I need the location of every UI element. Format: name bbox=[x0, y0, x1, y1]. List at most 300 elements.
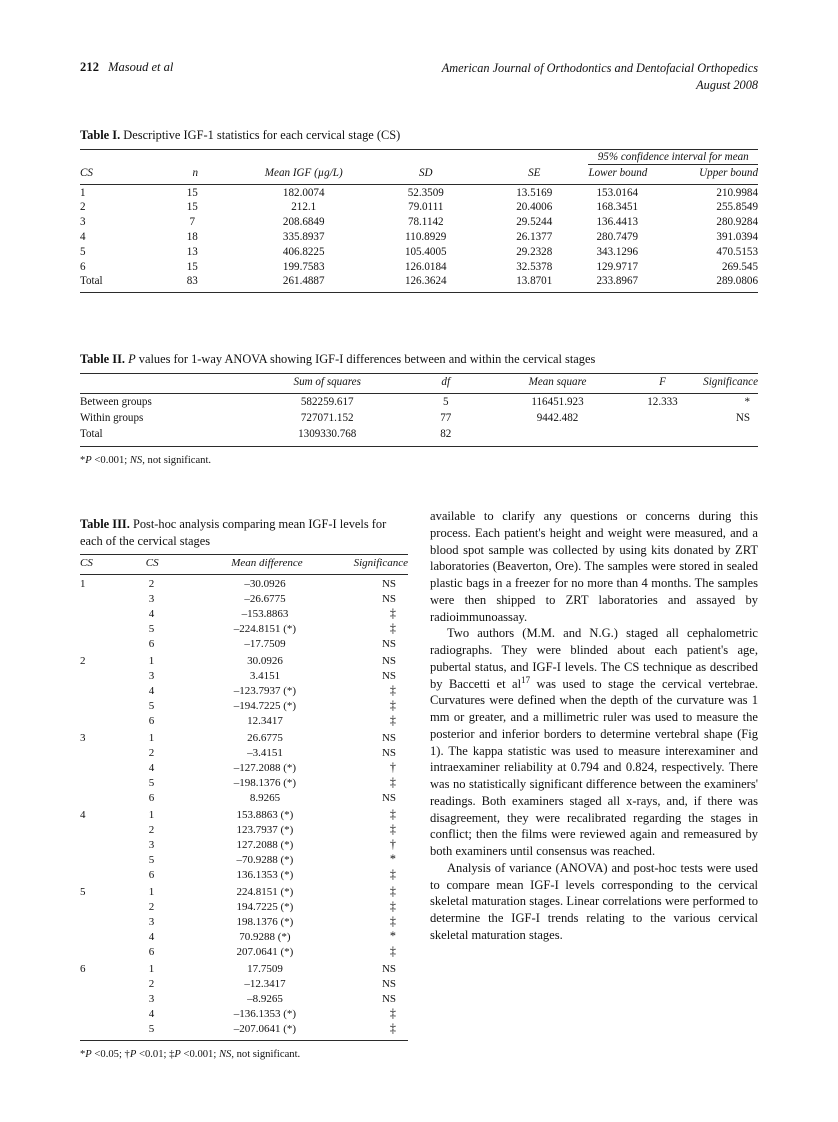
cell-cs-group bbox=[80, 1006, 136, 1021]
cell-mean: 406.8225 bbox=[282, 245, 325, 258]
cell-mean-difference: 224.8151 (*) bbox=[236, 885, 294, 898]
cell-cs-compare: 4 bbox=[148, 930, 155, 943]
significance-symbol: † bbox=[389, 760, 396, 775]
table-1-caption bbox=[80, 127, 758, 144]
significance-symbol: ‡ bbox=[389, 883, 396, 898]
cell-mean-difference: –70.9288 (*) bbox=[236, 854, 294, 867]
significance-symbol: † bbox=[389, 836, 396, 851]
significance-symbol: ‡ bbox=[389, 898, 396, 913]
cell-significance: NS bbox=[381, 654, 396, 667]
table-row bbox=[80, 853, 408, 868]
cell-f bbox=[622, 410, 703, 426]
cell-mean-difference: –30.0926 bbox=[244, 578, 286, 590]
cell-se: 13.8701 bbox=[516, 275, 553, 288]
paragraph-2-part-a: Two authors (M.M. and N.G.) staged all cephalometric radiographs. They were blinded about each patient's age, pubertal status, and IGF-I levels. The CS technique as described by Baccetti et al bbox=[430, 626, 758, 691]
table-row bbox=[80, 259, 758, 274]
table-row bbox=[80, 185, 758, 200]
cell-significance bbox=[333, 899, 408, 914]
cell-cs-compare: 1 bbox=[148, 808, 155, 821]
cell-cs-group: 1 bbox=[80, 578, 86, 590]
footnote-p-1: P bbox=[85, 454, 92, 466]
table-row bbox=[80, 622, 408, 637]
cell-cs: 1 bbox=[80, 186, 86, 199]
cell-cs-compare: 2 bbox=[148, 977, 155, 990]
cell-significance bbox=[333, 837, 408, 852]
cell-sd: 126.3624 bbox=[404, 275, 447, 288]
cell-cs-group bbox=[80, 745, 136, 760]
cell-se: 26.1377 bbox=[516, 231, 553, 244]
table-2-head bbox=[80, 373, 758, 393]
table-1-body bbox=[80, 185, 758, 289]
table-2-caption-text: values for 1-way ANOVA showing IGF-I differences between and within the cervical stages bbox=[135, 352, 596, 366]
significance-symbol: ‡ bbox=[389, 1020, 396, 1035]
footnote-text-c: <0.001; bbox=[180, 1048, 219, 1060]
table-3-head bbox=[80, 555, 408, 575]
running-head bbox=[80, 60, 758, 95]
cell-cs-group bbox=[80, 868, 136, 883]
cell-cs-group bbox=[80, 853, 136, 868]
cell-cs-compare: 1 bbox=[148, 731, 155, 744]
cell-sum-of-squares: 1309330.768 bbox=[298, 428, 357, 441]
cell-mean: 208.6849 bbox=[282, 216, 325, 229]
cell-upper-bound: 255.8549 bbox=[716, 201, 758, 214]
citation-ref-17: 17 bbox=[521, 674, 531, 685]
cell-mean: 335.8937 bbox=[282, 231, 325, 244]
cell-mean-difference: –26.6775 bbox=[244, 593, 286, 606]
table-row bbox=[80, 991, 408, 1006]
cell-cs-group bbox=[80, 637, 136, 652]
table-row bbox=[80, 745, 408, 760]
cell-se: 29.2328 bbox=[516, 245, 553, 258]
significance-symbol: ‡ bbox=[389, 606, 396, 621]
cell-n: 15 bbox=[186, 186, 198, 199]
cell-cs-compare: 2 bbox=[148, 900, 155, 913]
col-header-mean-square: Mean square bbox=[528, 375, 587, 388]
cell-cs-group bbox=[80, 776, 136, 791]
table-row bbox=[80, 929, 408, 944]
cell-cs-group bbox=[80, 622, 136, 637]
cell-significance: NS bbox=[381, 731, 396, 744]
table-row bbox=[80, 200, 758, 215]
cell-cs: Total bbox=[80, 275, 103, 288]
table-2-footnote bbox=[80, 454, 758, 468]
cell-source: Within groups bbox=[80, 412, 144, 425]
cell-mean: 199.7583 bbox=[282, 260, 325, 273]
table-row bbox=[80, 883, 408, 900]
cell-cs-group bbox=[80, 684, 136, 699]
cell-cs-group bbox=[80, 592, 136, 607]
cell-significance bbox=[333, 699, 408, 714]
cell-sd: 79.0111 bbox=[408, 201, 444, 214]
cell-se: 13.5169 bbox=[516, 186, 553, 199]
cell-source: Total bbox=[80, 428, 103, 441]
cell-cs-compare: 3 bbox=[148, 670, 155, 683]
cell-mean-difference: –207.0641 (*) bbox=[233, 1022, 297, 1035]
cell-significance bbox=[333, 760, 408, 775]
cell-significance bbox=[333, 684, 408, 699]
cell-mean-square: 9442.482 bbox=[536, 412, 579, 425]
col-header-cs: CS bbox=[80, 167, 93, 180]
cell-source: Between groups bbox=[80, 395, 152, 408]
cell-cs-compare: 3 bbox=[148, 992, 155, 1005]
footnote-text-a: <0.05; bbox=[91, 1048, 125, 1060]
cell-mean-difference: 12.3417 bbox=[247, 715, 283, 728]
footnote-text-b: <0.01; bbox=[136, 1048, 170, 1060]
cell-significance: NS bbox=[381, 638, 396, 651]
cell-cs-group: 3 bbox=[80, 731, 86, 744]
cell-cs-compare: 4 bbox=[148, 608, 155, 621]
cell-mean-difference: 198.1376 (*) bbox=[236, 915, 294, 928]
cell-significance bbox=[333, 622, 408, 637]
cell-mean-difference: 70.9288 (*) bbox=[239, 930, 291, 943]
table-3-header-row bbox=[80, 555, 408, 575]
cell-mean-difference: –123.7937 (*) bbox=[233, 685, 297, 698]
cell-cs-compare: 3 bbox=[148, 838, 155, 851]
running-head-left bbox=[80, 60, 173, 75]
cell-n: 7 bbox=[189, 216, 196, 229]
footnote-symbol-dagger: † bbox=[124, 1048, 130, 1060]
cell-significance bbox=[333, 914, 408, 929]
table-row bbox=[80, 868, 408, 883]
cell-cs-compare: 6 bbox=[148, 792, 155, 805]
table-3-bottom-rule bbox=[80, 1040, 408, 1041]
cell-sum-of-squares: 582259.617 bbox=[300, 395, 354, 408]
cell-mean-difference: –12.3417 bbox=[244, 977, 286, 990]
significance-symbol: ‡ bbox=[389, 683, 396, 698]
cell-mean: 182.0074 bbox=[282, 186, 325, 199]
table-2-caption bbox=[80, 351, 758, 368]
cell-mean: 212.1 bbox=[291, 201, 317, 214]
cell-mean-difference: 30.0926 bbox=[247, 654, 283, 667]
cell-cs: 6 bbox=[80, 260, 86, 273]
table-3-footnote bbox=[80, 1048, 408, 1062]
cell-significance: NS bbox=[381, 792, 396, 805]
cell-n: 18 bbox=[186, 231, 198, 244]
cell-cs: 5 bbox=[80, 245, 86, 258]
table-row bbox=[80, 668, 408, 683]
cell-lower-bound: 233.8967 bbox=[596, 275, 639, 288]
cell-cs-group: 5 bbox=[80, 885, 86, 898]
cell-mean-difference: –194.7225 (*) bbox=[233, 700, 297, 713]
cell-cs-group: 6 bbox=[80, 962, 86, 975]
table-row bbox=[80, 215, 758, 230]
table-row bbox=[80, 393, 758, 410]
table-row bbox=[80, 791, 408, 806]
cell-n: 15 bbox=[186, 260, 198, 273]
author-line: Masoud et al bbox=[108, 60, 174, 74]
cell-significance bbox=[333, 853, 408, 868]
cell-lower-bound: 153.0164 bbox=[596, 186, 639, 199]
cell-sd: 110.8929 bbox=[405, 231, 447, 244]
cell-cs-group bbox=[80, 714, 136, 729]
table-row bbox=[80, 806, 408, 823]
table-1 bbox=[80, 149, 758, 289]
table-3 bbox=[80, 554, 408, 1037]
table-2 bbox=[80, 373, 758, 443]
footnote-ns-3: NS bbox=[218, 1048, 232, 1060]
cell-n: 83 bbox=[186, 275, 198, 288]
cell-upper-bound: 391.0394 bbox=[716, 231, 758, 244]
table-2-container bbox=[80, 351, 758, 468]
cell-cs-group: 4 bbox=[80, 808, 86, 821]
table-1-span-header: 95% confidence interval for mean bbox=[588, 149, 758, 165]
significance-symbol: ‡ bbox=[389, 944, 396, 959]
cell-significance bbox=[333, 1021, 408, 1036]
cell-mean-difference: 26.6775 bbox=[247, 731, 283, 744]
cell-f bbox=[622, 426, 703, 442]
table-1-container bbox=[80, 127, 758, 293]
cell-significance bbox=[333, 945, 408, 960]
cell-lower-bound: 343.1296 bbox=[596, 245, 639, 258]
significance-symbol: ‡ bbox=[389, 713, 396, 728]
cell-cs-compare: 6 bbox=[148, 946, 155, 959]
cell-df: 82 bbox=[440, 428, 452, 441]
table-row bbox=[80, 652, 408, 669]
cell-lower-bound: 280.7479 bbox=[596, 231, 639, 244]
cell-mean: 261.4887 bbox=[282, 275, 325, 288]
table-3-body bbox=[80, 575, 408, 1037]
cell-mean-difference: –17.7509 bbox=[244, 638, 286, 651]
journal-title: American Journal of Orthodontics and Dentofacial Orthopedics bbox=[441, 61, 758, 75]
table-1-caption-text: Descriptive IGF-1 statistics for each cervical stage (CS) bbox=[123, 128, 401, 142]
cell-cs-compare: 6 bbox=[148, 715, 155, 728]
paragraph-methods-3: Analysis of variance (ANOVA) and post-hoc tests were used to compare mean IGF-I levels corresponding to the cervical skeletal maturation stages. Linear correlations were performed to determine the IGF-I trends relating to the various cervical skeletal maturation stages. bbox=[430, 860, 758, 942]
cell-cs-compare: 2 bbox=[148, 578, 155, 590]
cell-cs-compare: 5 bbox=[148, 623, 155, 636]
col-header-significance-3: Significance bbox=[353, 557, 408, 569]
table-row bbox=[80, 914, 408, 929]
table-2-caption-italic: P bbox=[128, 352, 136, 366]
cell-cs-group bbox=[80, 822, 136, 837]
issue-date: August 2008 bbox=[696, 78, 758, 93]
significance-symbol: ‡ bbox=[389, 698, 396, 713]
table-row bbox=[80, 410, 758, 426]
significance-symbol: ‡ bbox=[389, 806, 396, 821]
cell-mean-difference: –153.8863 bbox=[241, 608, 289, 621]
table-3-container bbox=[80, 516, 408, 1062]
table-row bbox=[80, 1006, 408, 1021]
cell-cs-group bbox=[80, 791, 136, 806]
cell-cs-group bbox=[80, 607, 136, 622]
table-1-head bbox=[80, 149, 758, 185]
significance-symbol: ‡ bbox=[389, 913, 396, 928]
cell-cs: 3 bbox=[80, 216, 86, 229]
table-row bbox=[80, 960, 408, 977]
table-row bbox=[80, 776, 408, 791]
cell-cs-compare: 3 bbox=[148, 593, 155, 606]
table-row bbox=[80, 607, 408, 622]
body-text-column bbox=[430, 508, 758, 944]
cell-cs-compare: 1 bbox=[148, 962, 155, 975]
cell-sd: 78.1142 bbox=[407, 216, 444, 229]
paragraph-methods-2 bbox=[430, 625, 758, 860]
cell-mean-difference: –136.1353 (*) bbox=[233, 1007, 297, 1020]
cell-mean-difference: 207.0641 (*) bbox=[236, 946, 294, 959]
cell-df: 77 bbox=[440, 412, 452, 425]
col-header-df: df bbox=[441, 375, 451, 388]
cell-sum-of-squares: 727071.152 bbox=[300, 412, 354, 425]
table-row bbox=[80, 1021, 408, 1036]
footnote-text-2: , not significant. bbox=[142, 454, 212, 466]
table-3-caption-text: Post-hoc analysis comparing mean IGF-I levels for each of the cervical stages bbox=[80, 517, 387, 548]
significance-symbol: * bbox=[389, 928, 396, 943]
table-row bbox=[80, 699, 408, 714]
col-header-sum-of-squares: Sum of squares bbox=[293, 375, 361, 388]
footnote-symbol-star: * bbox=[80, 454, 86, 466]
footnote-text-1: <0.001; bbox=[91, 454, 130, 466]
table-row bbox=[80, 899, 408, 914]
cell-se: 20.4006 bbox=[516, 201, 553, 214]
cell-significance: NS bbox=[381, 977, 396, 990]
cell-significance bbox=[703, 426, 758, 442]
cell-significance bbox=[333, 806, 408, 823]
table-row bbox=[80, 729, 408, 746]
page-number: 212 bbox=[80, 60, 100, 74]
cell-significance: NS bbox=[735, 412, 750, 425]
table-row bbox=[80, 575, 408, 592]
table-1-span-row bbox=[80, 149, 758, 165]
cell-cs-group bbox=[80, 945, 136, 960]
cell-cs-group bbox=[80, 976, 136, 991]
cell-cs-group bbox=[80, 837, 136, 852]
cell-lower-bound: 129.9717 bbox=[596, 260, 639, 273]
table-row bbox=[80, 822, 408, 837]
cell-significance bbox=[333, 1006, 408, 1021]
col-header-mean: Mean IGF (µg/L) bbox=[264, 167, 343, 180]
cell-significance bbox=[333, 776, 408, 791]
cell-significance bbox=[333, 714, 408, 729]
footnote-p-a: P bbox=[85, 1048, 92, 1060]
cell-cs-group bbox=[80, 899, 136, 914]
cell-se: 29.5244 bbox=[516, 216, 553, 229]
cell-cs-compare: 5 bbox=[148, 854, 155, 867]
cell-mean-square: 116451.923 bbox=[531, 395, 584, 408]
col-header-cs-a: CS bbox=[80, 557, 93, 569]
cell-significance: NS bbox=[381, 670, 396, 683]
cell-mean-difference: 136.1353 (*) bbox=[236, 869, 294, 882]
cell-sd: 52.3509 bbox=[407, 186, 444, 199]
cell-mean-difference: 8.9265 bbox=[249, 792, 281, 805]
cell-n: 13 bbox=[186, 245, 198, 258]
cell-mean-difference: –127.2088 (*) bbox=[233, 762, 297, 775]
cell-significance: NS bbox=[381, 962, 396, 975]
table-3-label: Table III. bbox=[80, 517, 130, 531]
cell-cs-group bbox=[80, 1021, 136, 1036]
cell-cs-compare: 2 bbox=[148, 823, 155, 836]
cell-se: 32.5378 bbox=[516, 260, 553, 273]
cell-cs-compare: 6 bbox=[148, 638, 155, 651]
cell-significance bbox=[333, 883, 408, 900]
table-3-caption bbox=[80, 516, 408, 549]
significance-symbol: ‡ bbox=[389, 775, 396, 790]
cell-lower-bound: 168.3451 bbox=[596, 201, 639, 214]
cell-mean-square bbox=[493, 426, 622, 442]
cell-cs-group bbox=[80, 699, 136, 714]
table-row bbox=[80, 274, 758, 289]
cell-significance: * bbox=[744, 395, 750, 408]
cell-significance: NS bbox=[381, 992, 396, 1005]
running-head-right bbox=[442, 60, 758, 95]
cell-cs: 2 bbox=[80, 201, 86, 214]
cell-significance: NS bbox=[381, 578, 396, 590]
footnote-p-b: P bbox=[129, 1048, 137, 1060]
cell-sd: 105.4005 bbox=[404, 245, 447, 258]
table-2-body bbox=[80, 393, 758, 443]
cell-upper-bound: 280.9284 bbox=[716, 216, 758, 229]
cell-significance bbox=[333, 607, 408, 622]
significance-symbol: ‡ bbox=[389, 867, 396, 882]
cell-cs: 4 bbox=[80, 231, 86, 244]
table-2-label: Table II. bbox=[80, 352, 125, 366]
table-1-header-row bbox=[80, 165, 758, 185]
cell-significance: NS bbox=[381, 593, 396, 606]
cell-cs-group bbox=[80, 991, 136, 1006]
table-1-bottom-rule bbox=[80, 292, 758, 293]
significance-symbol: * bbox=[389, 852, 396, 867]
significance-symbol: ‡ bbox=[389, 1005, 396, 1020]
footnote-ns: NS bbox=[129, 454, 143, 466]
col-header-sd: SD bbox=[418, 167, 433, 180]
cell-upper-bound: 289.0806 bbox=[716, 275, 758, 288]
significance-symbol: ‡ bbox=[389, 621, 396, 636]
col-header-lower: Lower bound bbox=[588, 167, 648, 180]
cell-cs-group bbox=[80, 914, 136, 929]
table-row bbox=[80, 684, 408, 699]
table-row bbox=[80, 760, 408, 775]
cell-mean-difference: 123.7937 (*) bbox=[236, 823, 294, 836]
cell-lower-bound: 136.4413 bbox=[596, 216, 639, 229]
table-row bbox=[80, 945, 408, 960]
col-header-mean-difference: Mean difference bbox=[231, 557, 303, 569]
table-row bbox=[80, 714, 408, 729]
footnote-symbol-ddagger: ‡ bbox=[169, 1048, 175, 1060]
col-header-se: SE bbox=[528, 167, 541, 180]
cell-cs-group bbox=[80, 929, 136, 944]
cell-cs-compare: 5 bbox=[148, 777, 155, 790]
col-header-significance: Significance bbox=[703, 375, 758, 388]
cell-upper-bound: 470.5153 bbox=[716, 245, 758, 258]
cell-cs-compare: 3 bbox=[148, 915, 155, 928]
cell-mean-difference: 127.2088 (*) bbox=[236, 838, 294, 851]
cell-cs-group bbox=[80, 760, 136, 775]
footnote-text-d: , not significant. bbox=[231, 1048, 301, 1060]
cell-mean-difference: –224.8151 (*) bbox=[233, 623, 297, 636]
cell-cs-group bbox=[80, 668, 136, 683]
table-row bbox=[80, 592, 408, 607]
cell-mean-difference: –3.4151 bbox=[247, 746, 283, 759]
cell-sd: 126.0184 bbox=[404, 260, 447, 273]
table-1-label: Table I. bbox=[80, 128, 121, 142]
cell-cs-compare: 4 bbox=[148, 1007, 155, 1020]
table-row bbox=[80, 637, 408, 652]
table-row bbox=[80, 426, 758, 442]
footnote-p-c: P bbox=[174, 1048, 181, 1060]
cell-cs-compare: 4 bbox=[148, 685, 155, 698]
cell-significance: NS bbox=[381, 746, 396, 759]
cell-cs-compare: 1 bbox=[148, 885, 155, 898]
cell-upper-bound: 210.9984 bbox=[716, 186, 758, 199]
cell-mean-difference: –198.1376 (*) bbox=[233, 777, 297, 790]
table-row bbox=[80, 976, 408, 991]
cell-n: 15 bbox=[186, 201, 198, 214]
paragraph-2-part-b: was used to stage the cervical vertebrae. Curvatures were defined when the depth of the curvature was 1 mm or greater, and a millimetric ruler was used to measure the posterior and inferior borders to determine vertebral shape (Fig 1). The kappa statistic was used to measure interexaminer and intraexaminer reliability at 0.794 and 0.824, respectively. There was no statistically significant difference between the examiners' readings. Both examiners staged all x-rays, and, if there was disagreement, they were recalibrated regarding the stages in conflict; then the films were reviewed again and remeasured by both examiners until consensus was reached. bbox=[430, 676, 758, 858]
cell-cs-group: 2 bbox=[80, 654, 86, 667]
cell-mean-difference: 194.7225 (*) bbox=[236, 900, 294, 913]
col-header-f: F bbox=[659, 375, 666, 388]
cell-significance bbox=[333, 868, 408, 883]
cell-cs-compare: 5 bbox=[148, 1022, 155, 1035]
cell-df: 5 bbox=[442, 395, 449, 408]
